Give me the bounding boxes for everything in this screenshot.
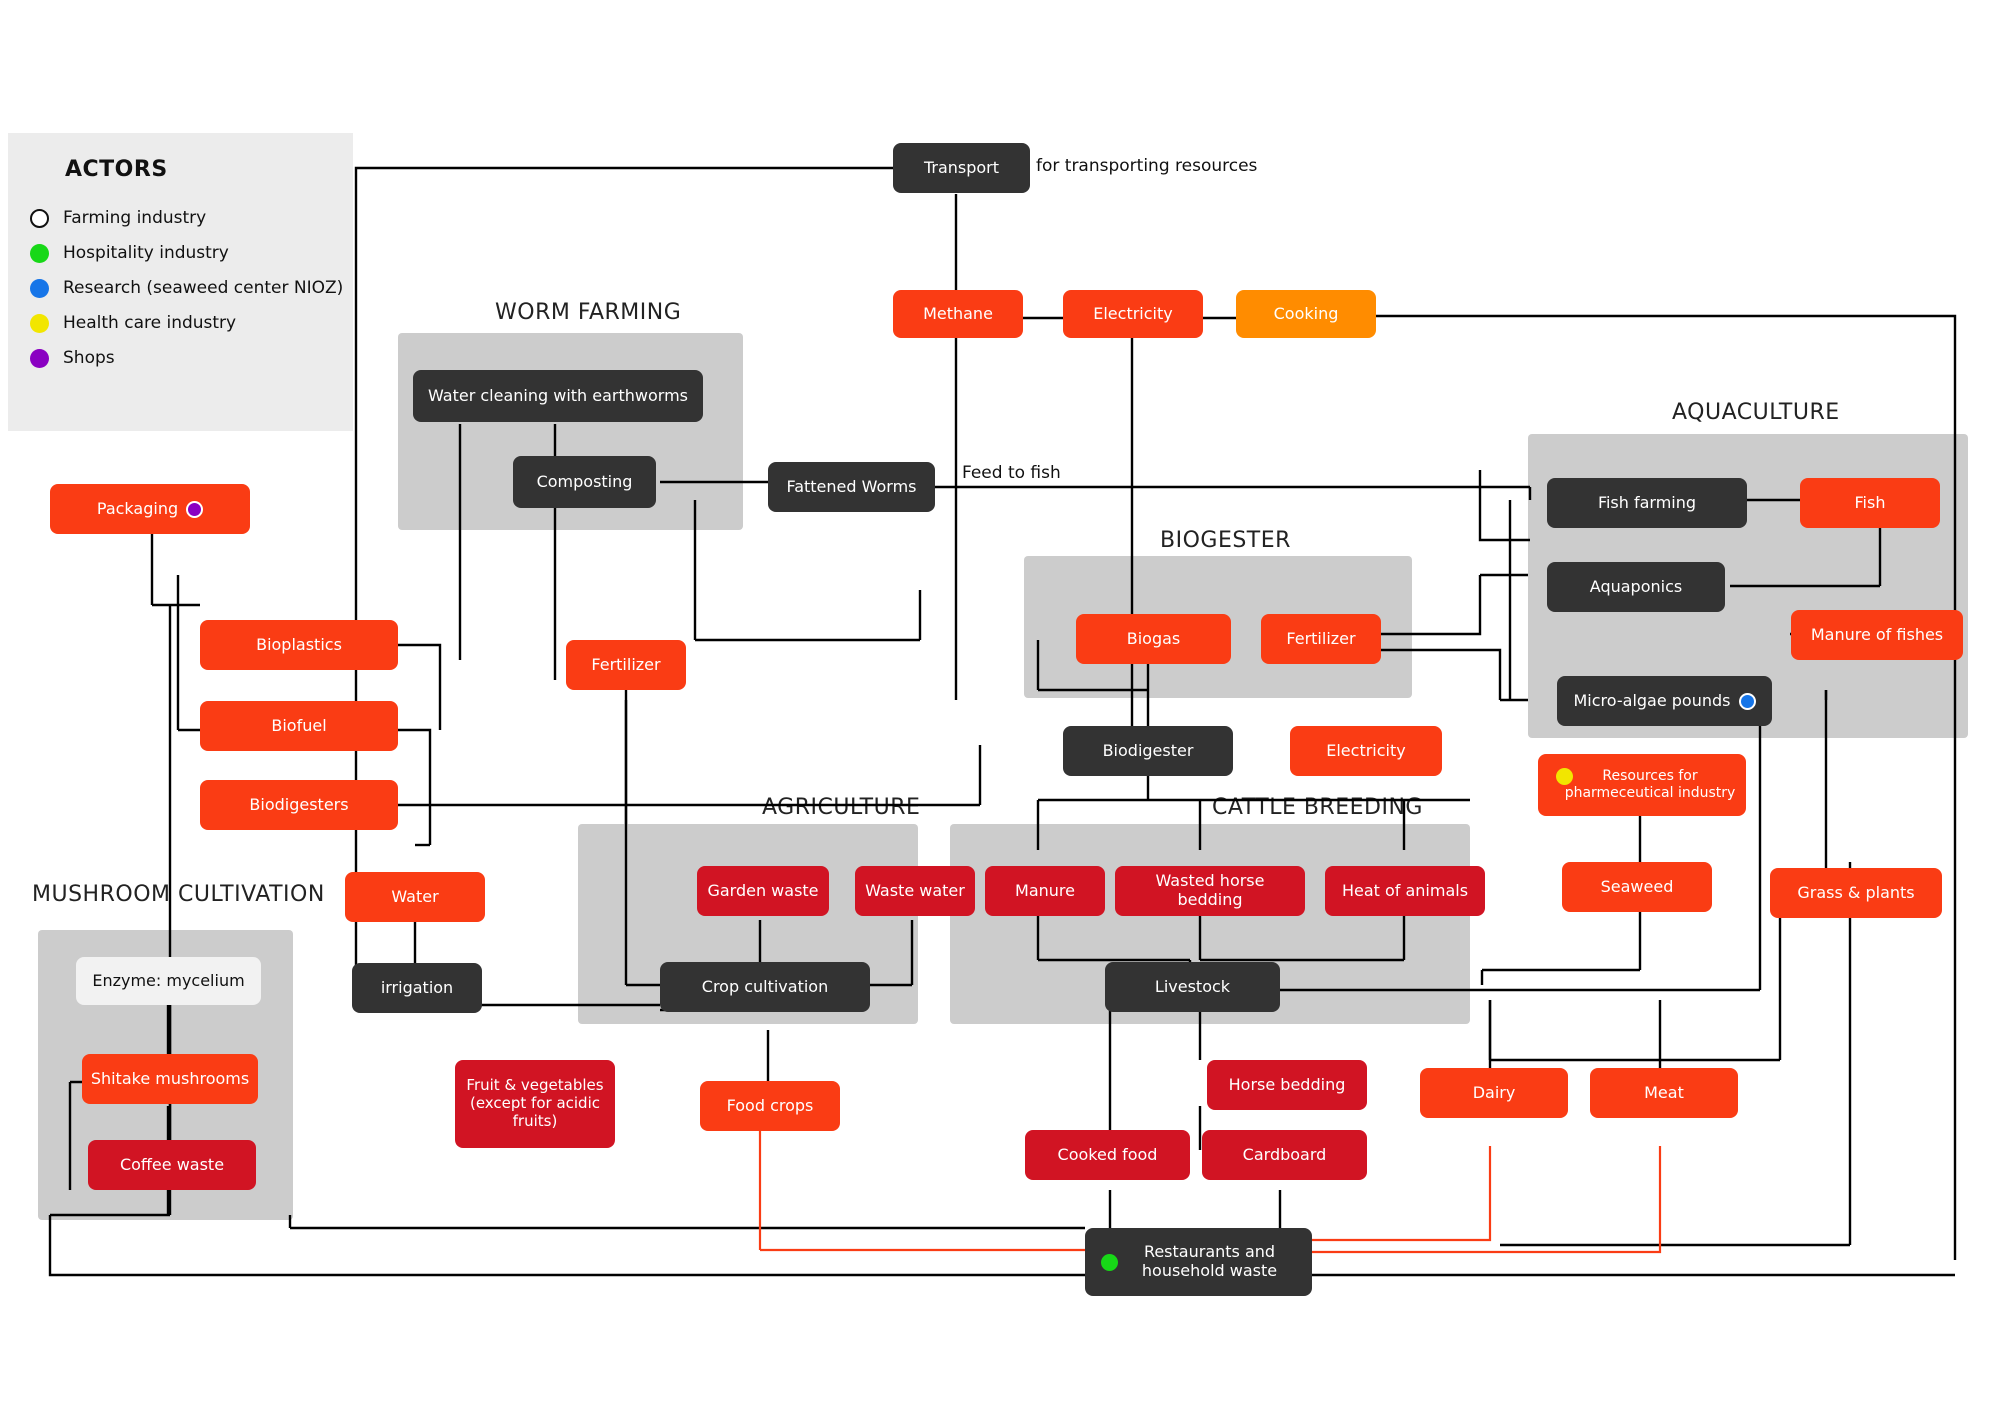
group-label-mushroom-cultivation: MUSHROOM CULTIVATION (32, 882, 325, 907)
node-cooked-food[interactable]: Cooked food (1025, 1130, 1190, 1180)
shops-dot-icon (186, 501, 203, 518)
node-biofuel[interactable]: Biofuel (200, 701, 398, 751)
legend-label-healthcare: Health care industry (63, 313, 237, 333)
feed-to-fish-label: Feed to fish (962, 463, 1061, 483)
node-transport[interactable]: Transport (893, 143, 1030, 193)
node-enzyme-mycelium[interactable]: Enzyme: mycelium (76, 957, 261, 1005)
group-label-biogester: BIOGESTER (1160, 528, 1291, 553)
health-care-dot (30, 314, 49, 333)
legend-panel (8, 133, 353, 431)
node-shitake-mushrooms[interactable]: Shitake mushrooms (82, 1054, 258, 1104)
node-water-cleaning-earthworms[interactable]: Water cleaning with earthworms (413, 370, 703, 422)
node-bioplastics[interactable]: Bioplastics (200, 620, 398, 670)
node-irrigation[interactable]: irrigation (352, 963, 482, 1013)
hospitality-dot-icon (1101, 1254, 1118, 1271)
node-biogas[interactable]: Biogas (1076, 614, 1231, 664)
shops-dot (30, 349, 49, 368)
micro-algae-label: Micro-algae pounds (1573, 690, 1731, 710)
legend-label-shops: Shops (63, 348, 115, 368)
legend-label-hospitality: Hospitality industry (63, 243, 229, 263)
node-composting[interactable]: Composting (513, 456, 656, 508)
node-manure-of-fishes[interactable]: Manure of fishes (1791, 610, 1963, 660)
node-livestock[interactable]: Livestock (1105, 962, 1280, 1012)
research-dot (30, 279, 49, 298)
legend-title: ACTORS (65, 157, 168, 182)
research-dot-icon (1739, 693, 1756, 710)
node-electricity-mid[interactable]: Electricity (1290, 726, 1442, 776)
farming-industry-dot (30, 209, 49, 228)
node-electricity-top[interactable]: Electricity (1063, 290, 1203, 338)
node-aquaponics[interactable]: Aquaponics (1547, 562, 1725, 612)
node-wasted-horse-bedding[interactable]: Wasted horse bedding (1115, 866, 1305, 916)
node-fish-farming[interactable]: Fish farming (1547, 478, 1747, 528)
node-fish[interactable]: Fish (1800, 478, 1940, 528)
node-waste-water[interactable]: Waste water (855, 866, 975, 916)
packaging-label: Packaging (96, 498, 179, 518)
node-micro-algae-pounds[interactable] (1557, 676, 1772, 726)
legend-item-farming (30, 208, 206, 228)
node-fruit-vegetables[interactable]: Fruit & vegetables (except for acidic fruits) (455, 1060, 615, 1148)
node-biodigesters[interactable]: Biodigesters (200, 780, 398, 830)
group-label-cattle-breeding: CATTLE BREEDING (1212, 795, 1423, 820)
group-label-aquaculture: AQUACULTURE (1672, 400, 1840, 425)
node-coffee-waste[interactable]: Coffee waste (88, 1140, 256, 1190)
node-resources-pharmaceutical[interactable] (1538, 754, 1746, 816)
node-dairy[interactable]: Dairy (1420, 1068, 1568, 1118)
node-restaurants-household-waste[interactable] (1085, 1228, 1312, 1296)
group-label-agriculture: AGRICULTURE (762, 795, 921, 820)
legend-item-healthcare (30, 313, 236, 333)
legend-item-hospitality (30, 243, 229, 263)
restaurants-label: Restaurants and household waste (1141, 1242, 1278, 1280)
group-label-worm-farming: WORM FARMING (495, 300, 682, 325)
node-cardboard[interactable]: Cardboard (1202, 1130, 1367, 1180)
legend-item-research (30, 278, 343, 298)
node-meat[interactable]: Meat (1590, 1068, 1738, 1118)
node-horse-bedding[interactable]: Horse bedding (1207, 1060, 1367, 1110)
legend-label-research: Research (seaweed center NIOZ) (63, 278, 344, 298)
node-fattened-worms[interactable]: Fattened Worms (768, 462, 935, 512)
node-fertilizer-biogester[interactable]: Fertilizer (1261, 614, 1381, 664)
node-methane[interactable]: Methane (893, 290, 1023, 338)
legend-label-farming: Farming industry (63, 208, 207, 228)
node-fertilizer-worm[interactable]: Fertilizer (566, 640, 686, 690)
node-manure[interactable]: Manure (985, 866, 1105, 916)
node-cooking[interactable]: Cooking (1236, 290, 1376, 338)
node-packaging[interactable] (50, 484, 250, 534)
node-food-crops[interactable]: Food crops (700, 1081, 840, 1131)
node-grass-plants[interactable]: Grass & plants (1770, 868, 1942, 918)
node-seaweed[interactable]: Seaweed (1562, 862, 1712, 912)
legend-item-shops (30, 348, 115, 368)
transport-note: for transporting resources (1036, 156, 1258, 176)
node-biodigester[interactable]: Biodigester (1063, 726, 1233, 776)
node-water[interactable]: Water (345, 872, 485, 922)
node-heat-of-animals[interactable]: Heat of animals (1325, 866, 1485, 916)
resources-pharma-label: Resources for pharmeceutical industry (1564, 768, 1736, 801)
health-care-dot-icon (1556, 768, 1573, 785)
node-garden-waste[interactable]: Garden waste (697, 866, 829, 916)
node-crop-cultivation[interactable]: Crop cultivation (660, 962, 870, 1012)
hospitality-industry-dot (30, 244, 49, 263)
